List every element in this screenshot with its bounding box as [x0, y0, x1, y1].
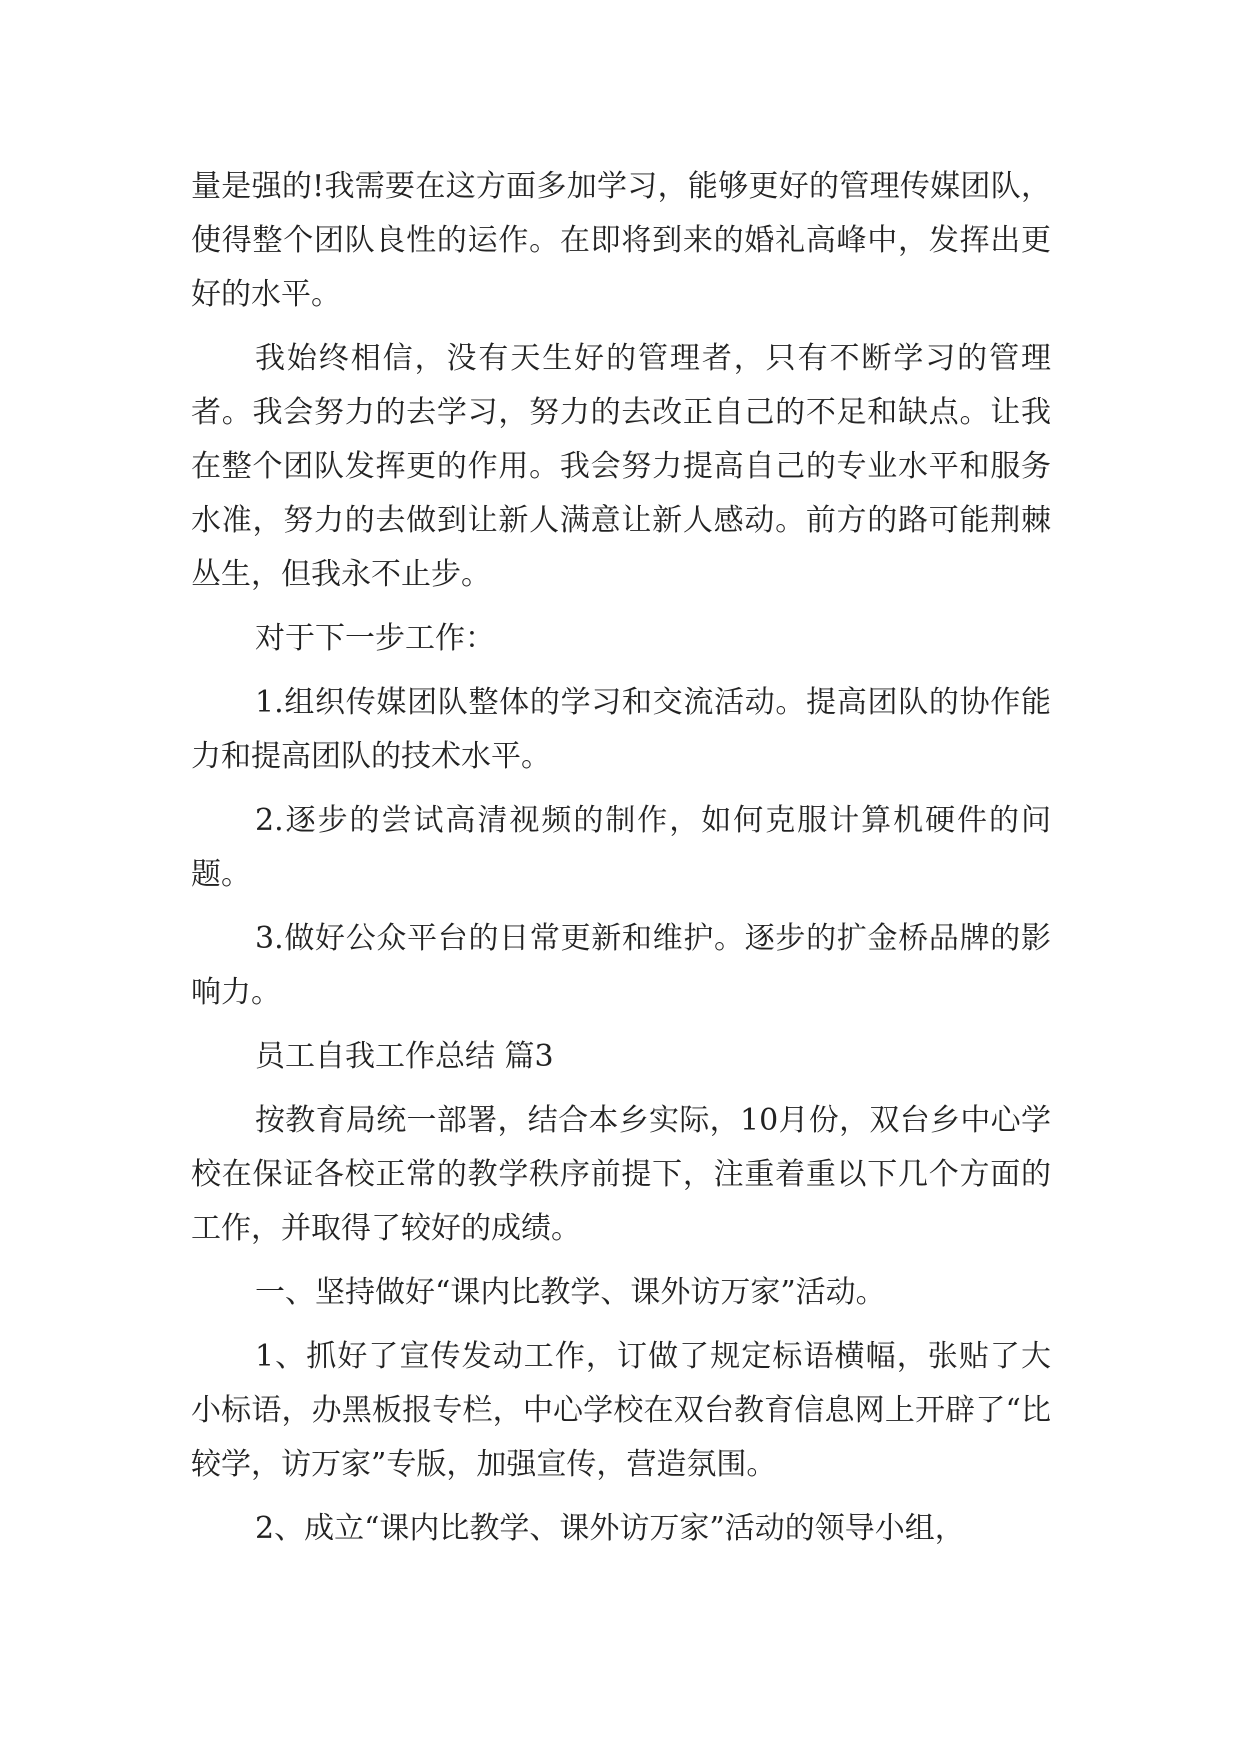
paragraph-continuation: 量是强的!我需要在这方面多加学习，能够更好的管理传媒团队，使得整个团队良性的运作。在即将到来的婚礼高峰中，发挥出更好的水平。: [191, 169, 1051, 312]
paragraph-leadership-group: 2、成立“课内比教学、课外访万家”活动的领导小组，: [255, 1511, 965, 1546]
section-heading: 员工自我工作总结 篇3: [255, 1039, 554, 1074]
paragraph-point-one: 一、坚持做好“课内比教学、课外访万家”活动。: [255, 1275, 886, 1310]
paragraph-management-belief: 我始终相信，没有天生好的管理者，只有不断学习的管理者。我会努力的去学习，努力的去改正自己的不足和缺点。让我在整个团队发挥更的作用。我会努力提高自己的专业水平和服务水准，努力的去做到让新人满意让新人感动。前方的路可能荆棘丛生，但我永不止步。: [191, 341, 1051, 592]
paragraph-education-bureau: 按教育局统一部署，结合本乡实际，10月份，双台乡中心学校在保证各校正常的教学秩序前提下，注重着重以下几个方面的工作，并取得了较好的成绩。: [191, 1103, 1051, 1246]
document-body: [191, 160, 1051, 1566]
list-item-2: 2.逐步的尝试高清视频的制作，如何克服计算机硬件的问题。: [191, 803, 1051, 892]
paragraph-publicity: 1、抓好了宣传发动工作，订做了规定标语横幅，张贴了大小标语，办黑板报专栏，中心学校在双台教育信息网上开辟了“比较学，访万家”专版，加强宣传，营造氛围。: [191, 1339, 1051, 1482]
list-item-1: 1.组织传媒团队整体的学习和交流活动。提高团队的协作能力和提高团队的技术水平。: [191, 685, 1051, 774]
list-item-3: 3.做好公众平台的日常更新和维护。逐步的扩金桥品牌的影响力。: [191, 921, 1051, 1010]
paragraph-next-steps-intro: 对于下一步工作：: [255, 621, 495, 656]
